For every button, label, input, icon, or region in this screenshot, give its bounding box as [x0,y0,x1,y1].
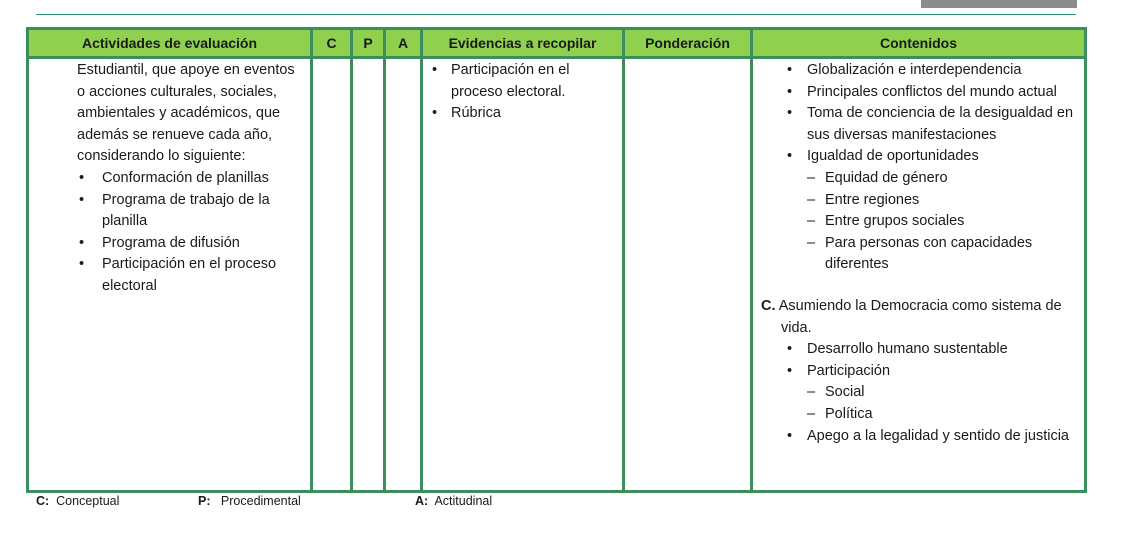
list-item: • Programa de trabajo de la planilla [77,190,302,233]
header-contents: Contenidos [752,29,1086,58]
sub-list-item: – Para personas con capacidades diferentes [807,233,1078,276]
evidence-cell [422,58,624,492]
legend-a-key: A: [415,494,429,508]
sub-list-item: – Entre grupos sociales [807,211,1078,233]
evaluation-table [26,27,1087,493]
list-item-label: Participación [807,362,891,379]
header-c: C [312,29,352,58]
legend [0,494,1126,512]
list-item: • Globalización e interdependencia [787,60,1078,82]
list-item: • Participación en el proceso electoral [77,254,302,297]
a-cell [385,58,422,492]
contents-list [787,60,1078,276]
p-cell [352,58,385,492]
sub-list-item: – Equidad de género [807,168,1078,190]
list-item-label: Igualdad de oportunidades [807,148,979,165]
legend-p [198,494,301,508]
evidence-list [431,60,616,125]
list-item: • Principales conflictos del mundo actual [787,82,1078,104]
list-item: • Participación en el proceso electoral. [431,60,616,103]
table-header-row [28,29,1086,58]
contents-cell [752,58,1086,492]
legend-c [36,494,119,508]
activities-list [77,168,302,298]
weighting-cell [624,58,752,492]
section-c-list [787,339,1078,447]
list-item: • Programa de difusión [77,233,302,255]
list-item [787,146,1078,276]
participation-sublist [807,382,1078,425]
legend-c-value: Conceptual [56,494,120,508]
list-item: • Toma de conciencia de la desigualdad en sus diversas manifestaciones [787,103,1078,146]
equality-sublist [807,168,1078,276]
sub-list-item: – Entre regiones [807,190,1078,212]
legend-c-key: C: [36,494,50,508]
legend-p-key: P: [198,494,211,508]
header-p: P [352,29,385,58]
section-c-title: Asumiendo la Democracia como sistema de vida. [778,297,1062,336]
activities-cell [28,58,312,492]
header-weighting: Ponderación [624,29,752,58]
legend-p-value: Procedimental [220,494,301,508]
legend-a-value: Actitudinal [434,494,493,508]
table-row [28,58,1086,492]
list-item: • Apego a la legalidad y sentido de justicia [787,426,1078,448]
section-c-label: C. [761,297,776,314]
activities-intro: Estudiantil, que apoye en eventos o acciones culturales, sociales, ambientales y académicos, que además se renueve cada año, considerando lo siguiente: [77,62,295,165]
header-rule [36,14,1076,15]
header-gray-tab [921,0,1077,8]
section-c-heading [761,296,1078,339]
header-evidence: Evidencias a recopilar [422,29,624,58]
legend-a [415,494,492,508]
sub-list-item: – Política [807,404,1078,426]
header-activities: Actividades de evaluación [28,29,312,58]
list-item: • Desarrollo humano sustentable [787,339,1078,361]
c-cell [312,58,352,492]
list-item: • Rúbrica [431,103,616,125]
header-a: A [385,29,422,58]
list-item: • Conformación de planillas [77,168,302,190]
list-item [787,361,1078,426]
sub-list-item: – Social [807,382,1078,404]
